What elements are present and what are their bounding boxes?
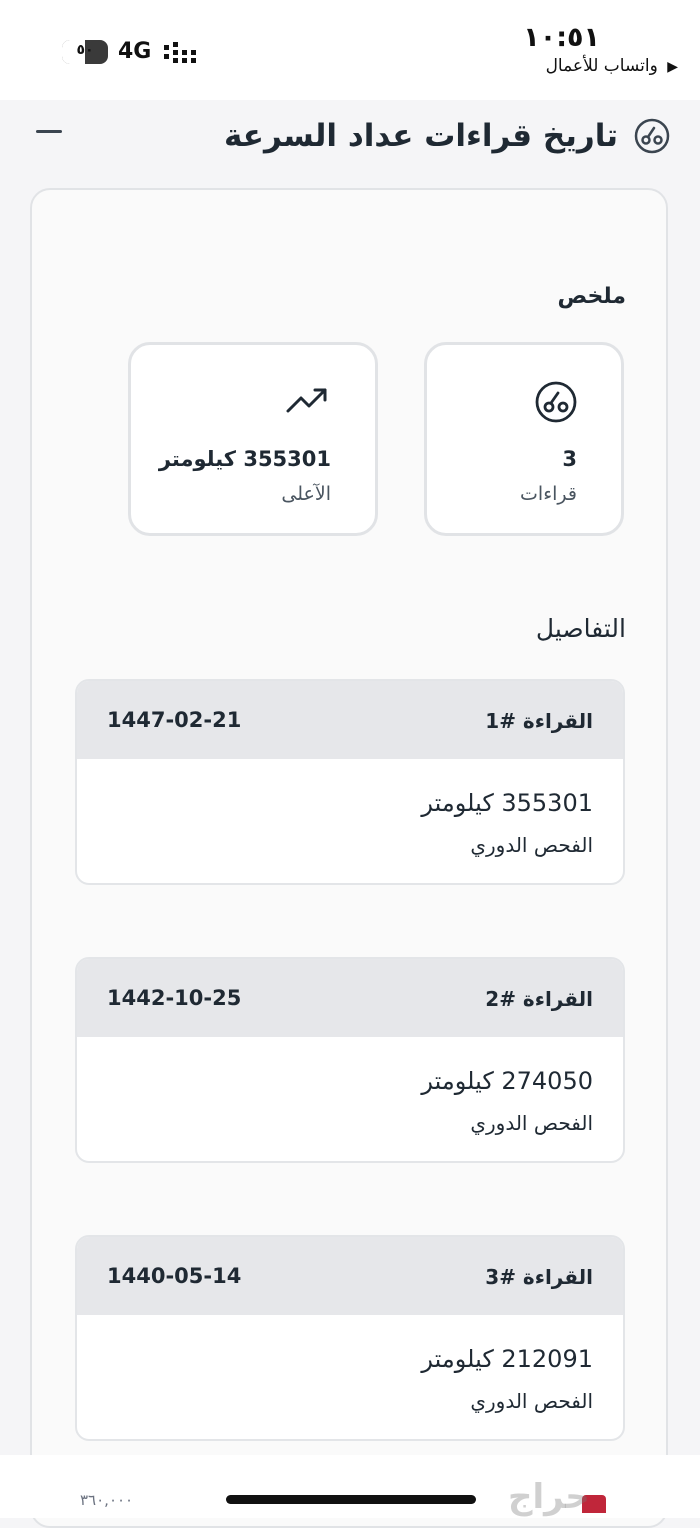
trending-up-icon [285,379,331,425]
reading-header [77,959,623,1037]
reading-type: الفحص الدوري [470,833,593,857]
page-title: تاريخ قراءات عداد السرعة [223,118,618,154]
highest-reading-value: 355301 كيلومتر [158,447,331,471]
back-app-label: واتساب للأعمال [545,56,658,76]
back-to-app-link[interactable] [546,56,678,76]
home-indicator[interactable] [226,1495,476,1504]
reading-date: 1442-10-25 [107,986,242,1010]
readings-count-label: قراءات [520,483,577,505]
bottom-number: ٣٦٠,٠٠٠ [80,1491,134,1509]
reading-number: القراءة #1 [485,709,593,733]
reading-value: 274050 كيلومتر [421,1067,593,1095]
summary-title: ملخص [557,284,626,309]
readings-count-card [424,342,624,536]
highest-reading-label: الآعلى [281,483,331,505]
reading-type: الفحص الدوري [470,1111,593,1135]
reading-header [77,681,623,759]
gauge-icon [533,379,579,425]
reading-number: القراءة #3 [485,1265,593,1289]
status-bar [0,0,700,100]
collapse-button[interactable] [36,130,62,133]
signal-icon [163,42,203,64]
details-title: التفاصيل [535,614,626,643]
gauge-icon [632,116,672,156]
reading-type: الفحص الدوري [470,1389,593,1413]
bottom-bar [0,1455,700,1518]
reading-item [75,957,625,1163]
reading-date: 1447-02-21 [107,708,242,732]
reading-item [75,1235,625,1441]
back-arrow-icon: ▶ [667,59,678,75]
readings-count-value: 3 [562,447,577,471]
reading-item [75,679,625,885]
reading-value: 355301 كيلومتر [421,789,593,817]
battery-icon [62,40,108,64]
section-header [0,100,700,180]
battery-percent: ٥٠ [76,42,94,58]
watermark: حراج [508,1477,590,1517]
reading-number: القراءة #2 [485,987,593,1011]
highest-reading-card [128,342,378,536]
status-time: ١٠:٥١ [523,22,600,53]
reading-value: 212091 كيلومتر [421,1345,593,1373]
reading-header [77,1237,623,1315]
network-label: 4G [118,39,152,64]
reading-date: 1440-05-14 [107,1264,242,1288]
